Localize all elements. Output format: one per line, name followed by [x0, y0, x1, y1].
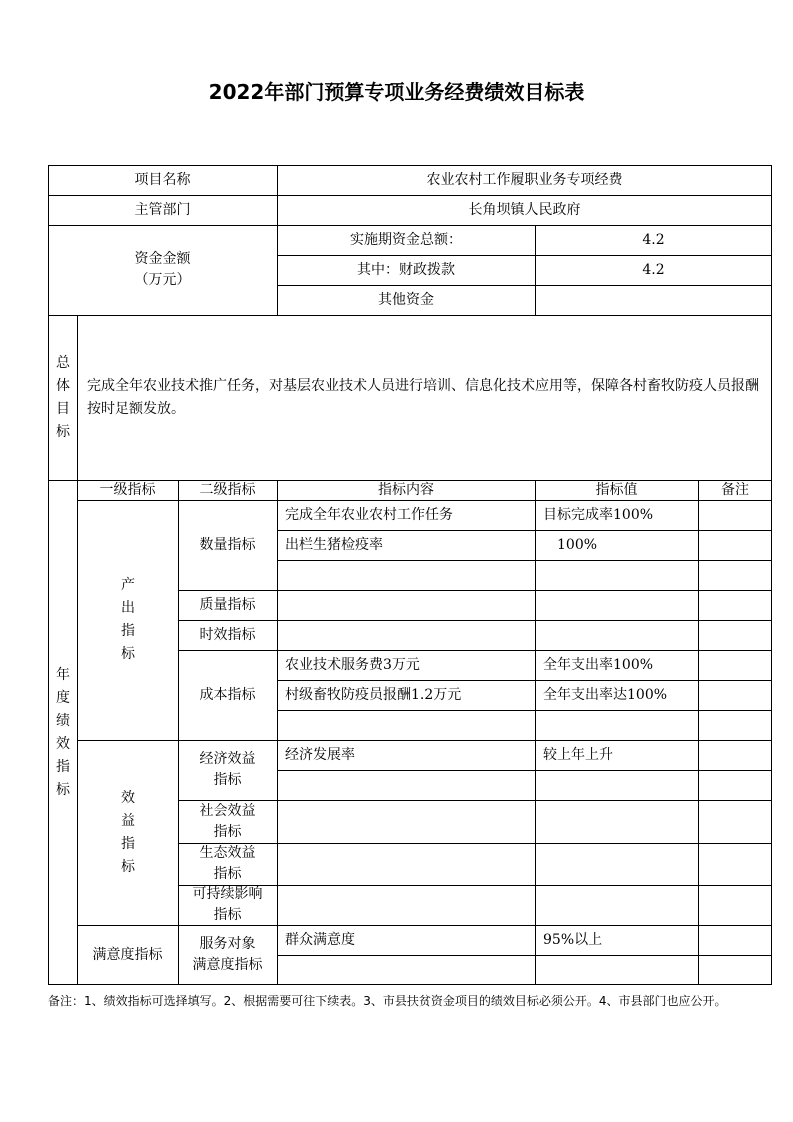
quantity-row2-content: 出栏生猪检疫率 [285, 536, 383, 553]
dept-value: 长角坝镇人民政府 [468, 201, 581, 218]
column-header-remark: 备注 [721, 481, 749, 498]
level2-sustainable-line1: 可持续影响 [192, 886, 263, 902]
quantity-row1-value: 目标完成率100% [543, 506, 654, 523]
page-title: 2022年部门预算专项业务经费绩效目标表 [208, 80, 585, 104]
cost-row2-content: 村级畜牧防疫员报酬1.2万元 [285, 686, 462, 703]
column-header-level1: 一级指标 [99, 481, 156, 498]
footnote: 备注：1、绩效指标可选择填写。2、根据需要可往下续表。3、市县扶贫资金项目的绩效目标必须公开。4、市县部门也应公开。 [48, 994, 727, 1008]
fund-label-line2: （万元） [134, 272, 191, 288]
level2-service-line1: 服务对象 [199, 936, 256, 952]
other-fund-label: 其他资金 [378, 291, 434, 308]
level2-social-line1: 社会效益 [199, 802, 256, 819]
level1-benefit: 效益指标 [121, 789, 135, 875]
level1-output: 产出指标 [121, 577, 135, 662]
total-fund-label: 实施期资金总额： [350, 231, 462, 248]
finance-fund-value: 4.2 [642, 261, 665, 278]
project-name-value: 农业农村工作履职业务专项经费 [426, 171, 623, 188]
satisfaction-row1-content: 群众满意度 [285, 931, 355, 948]
column-header-content: 指标内容 [378, 481, 434, 498]
other-fund-value [535, 285, 772, 315]
satisfaction-row1-value: 95%以上 [543, 931, 603, 948]
performance-table [48, 165, 772, 985]
level2-economic [178, 740, 277, 800]
economic-row1-value: 较上年上升 [543, 746, 613, 763]
level2-ecological [178, 843, 277, 885]
level2-cost: 成本指标 [199, 686, 256, 703]
cost-row1-value: 全年支出率100% [543, 656, 654, 673]
level2-social [178, 800, 277, 843]
quantity-row2-value: 100% [557, 536, 598, 553]
level2-economic-line1: 经济效益 [199, 751, 256, 767]
level2-economic-line2: 指标 [213, 772, 242, 788]
fund-label-line1: 资金金额 [134, 251, 191, 267]
level2-social-line2: 指标 [213, 823, 242, 840]
economic-row1-content: 经济发展率 [285, 746, 355, 763]
goal-text: 完成全年农业技术推广任务，对基层农业技术人员进行培训、信息化技术应用等，保障各村畜牧防疫人员报酬按时足额发放。 [87, 377, 759, 417]
level2-ecological-line1: 生态效益 [199, 845, 256, 861]
level2-sustainable [178, 885, 277, 925]
level2-timeliness: 时效指标 [199, 626, 256, 643]
level2-sustainable-line2: 指标 [213, 907, 242, 923]
cost-row1-content: 农业技术服务费3万元 [285, 656, 420, 673]
level2-ecological-line2: 指标 [213, 866, 242, 882]
project-name-label: 项目名称 [134, 171, 191, 188]
annual-indicators-label: 年度绩效指标 [56, 666, 70, 798]
level1-satisfaction: 满意度指标 [92, 946, 163, 963]
dept-label: 主管部门 [134, 201, 191, 218]
level2-service-line2: 满意度指标 [192, 957, 263, 973]
total-fund-value: 4.2 [642, 231, 665, 248]
finance-fund-label: 其中：财政拨款 [357, 261, 455, 278]
quantity-row1-content: 完成全年农业农村工作任务 [285, 506, 453, 523]
column-header-level2: 二级指标 [199, 481, 256, 498]
fund-label [48, 225, 277, 315]
level2-quality: 质量指标 [199, 596, 256, 613]
level2-quantity: 数量指标 [199, 536, 256, 553]
goal-label: 总体目标 [56, 354, 70, 440]
level2-service-satisfaction [178, 925, 277, 985]
cost-row2-value: 全年支出率达100% [543, 686, 668, 703]
column-header-value: 指标值 [595, 481, 638, 498]
